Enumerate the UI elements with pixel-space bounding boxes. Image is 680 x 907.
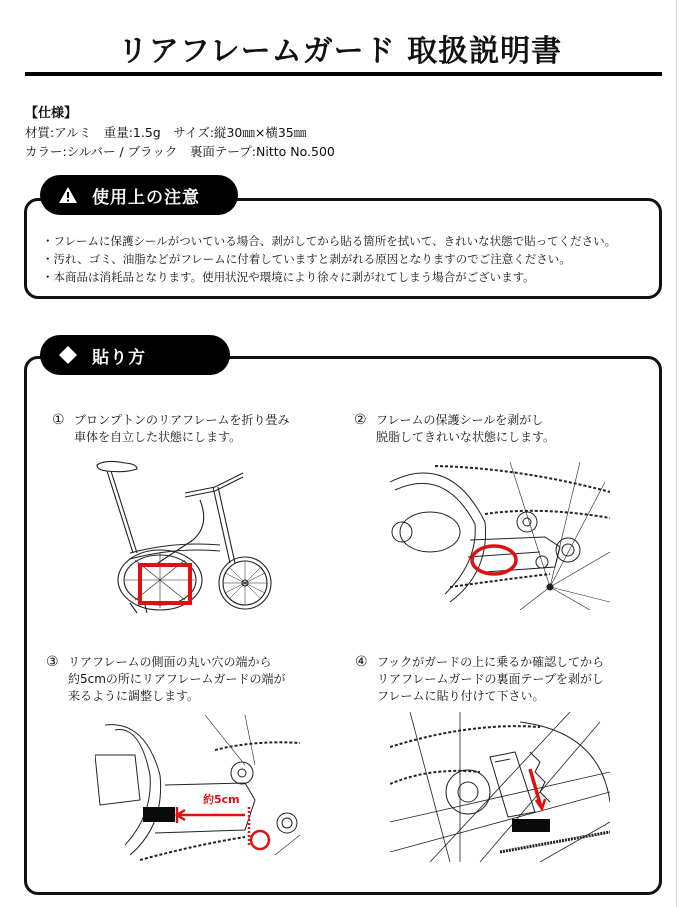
step-number: ③ — [46, 654, 59, 670]
warning-triangle-icon — [58, 186, 78, 204]
spec-line-color-tape: カラー:シルバー / ブラック 裏面テープ:Nitto No.500 — [25, 144, 335, 159]
title-divider — [25, 72, 662, 76]
step-number: ② — [354, 412, 367, 428]
caution-item: ・汚れ、ゴミ、油脂などがフレームに付着していますと剥がれる原因となりますのでご注意ください。 — [42, 252, 571, 266]
step-2-instructions: ② フレームの保護シールを剥がし 脱脂してきれいな状態にします。 — [354, 412, 556, 444]
measure-label: 約5cm — [203, 793, 240, 806]
caution-heading: 使用上の注意 — [92, 187, 200, 208]
caution-heading-pill — [40, 175, 238, 215]
step-4-instructions: ④ フックがガードの上に乗るか確認してから リアフレームガードの裏面テープを剥がし フレームに貼り付けて下さい。 — [355, 654, 605, 703]
spec-section — [25, 104, 335, 161]
spec-heading: 【仕様】 — [25, 106, 78, 121]
document-title: リアフレームガード 取扱説明書 — [117, 34, 563, 69]
spec-line-material-weight-size: 材質:アルミ 重量:1.5g サイズ:縦30㎜×横35㎜ — [25, 125, 307, 140]
caution-item: ・フレームに保護シールがついている場合、剥がしてから貼る箇所を拭いて、きれいな状態で貼ってください。 — [42, 234, 617, 248]
caution-item: ・本商品は消耗品となります。使用状況や環境により徐々に剥がれてしまう場合がございます。 — [42, 270, 535, 284]
step-number: ④ — [355, 654, 368, 670]
step-1-instructions: ① ブロンプトンのリアフレームを折り畳み 車体を自立した状態にします。 — [52, 412, 290, 444]
step-number: ① — [52, 412, 65, 428]
rear-frame-closeup-illustration — [390, 462, 610, 610]
page-edge — [676, 0, 677, 907]
caution-list — [42, 232, 616, 286]
howto-heading: 貼り方 — [92, 347, 146, 368]
step-3-instructions: ③ リアフレームの側面の丸い穴の端から 約5cmの所にリアフレームガードの端が 来るように調整します。 — [46, 654, 286, 703]
folded-bike-illustration — [85, 455, 275, 615]
diamond-icon — [58, 345, 78, 365]
hook-check-illustration — [390, 712, 610, 862]
guard-position-illustration — [95, 715, 300, 865]
howto-heading-pill — [40, 335, 230, 375]
